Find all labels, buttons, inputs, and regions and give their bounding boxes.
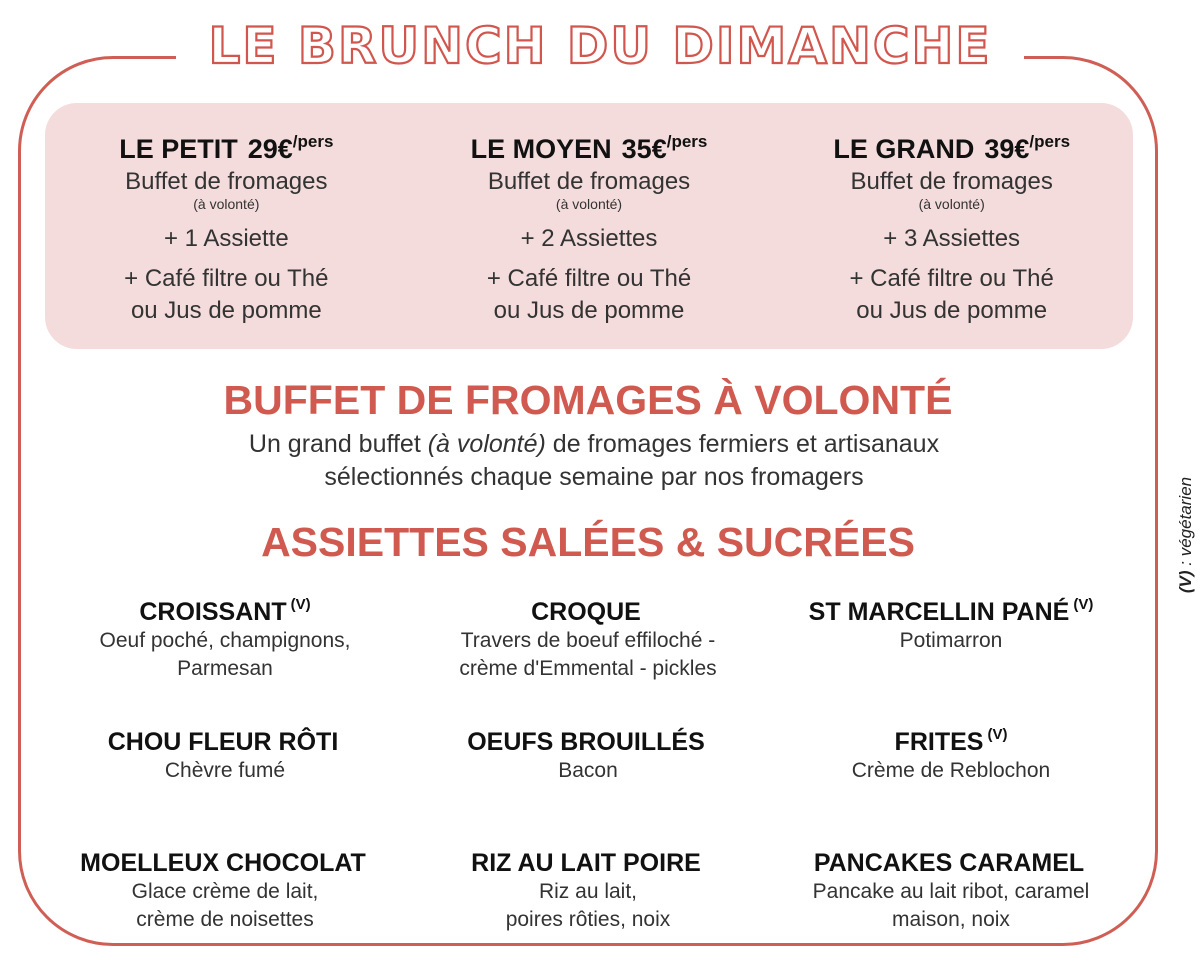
plate-desc-line1: Bacon	[558, 759, 618, 782]
plate-desc-line2: crème de noisettes	[136, 908, 314, 931]
formula-buffet-note: (à volonté)	[918, 196, 985, 212]
formula-drink-line1: + Café filtre ou Thé	[849, 265, 1054, 292]
formula-buffet: Buffet de fromages	[850, 168, 1053, 195]
vegetarian-legend-text	[1176, 477, 1196, 593]
buffet-desc-text: de fromages fermiers et artisanaux	[545, 430, 940, 458]
formula-heading	[45, 125, 408, 166]
plate-name-text: CHOU FLEUR RÔTI	[107, 728, 339, 756]
plate-name	[40, 841, 410, 878]
plate-desc-line2: crème d'Emmental - pickles	[459, 657, 717, 680]
formula-price: 39€	[984, 134, 1030, 164]
formula-heading	[408, 125, 771, 166]
formula-plates: + 3 Assiettes	[883, 225, 1021, 252]
plate-item	[40, 841, 410, 934]
plate-desc-line1: Pancake au lait ribot, caramel	[812, 880, 1090, 903]
plate-item	[766, 590, 1136, 655]
formula-buffet: Buffet de fromages	[125, 168, 328, 195]
menu-title: LE BRUNCH DU DIMANCHE	[176, 16, 1023, 76]
plate-item	[40, 720, 410, 785]
formula-buffet: Buffet de fromages	[487, 168, 691, 195]
plate-desc-line2: maison, noix	[892, 908, 1010, 931]
plate-name-text: CROISSANT	[139, 598, 287, 626]
plate-desc-line1: Glace crème de lait,	[131, 880, 319, 903]
plate-name	[40, 590, 410, 627]
plate-item	[766, 720, 1136, 785]
plate-desc-line1: Crème de Reblochon	[851, 759, 1051, 782]
plate-name-text: PANCAKES CARAMEL	[813, 849, 1085, 877]
buffet-description	[0, 428, 1188, 494]
formulas-panel	[45, 103, 1133, 349]
plate-name-text: FRITES	[894, 728, 984, 756]
formula-buffet-note: (à volonté)	[555, 196, 623, 212]
title-container	[0, 16, 1200, 76]
plate-name	[403, 841, 773, 878]
formula-unit: /pers	[292, 132, 334, 151]
formula-heading	[770, 125, 1133, 166]
plate-name-text: OEUFS BROUILLÉS	[467, 728, 705, 756]
formula-unit: /pers	[666, 132, 708, 151]
plate-name	[766, 841, 1136, 878]
formula-buffet-note: (à volonté)	[193, 196, 260, 212]
plate-desc-line1: Oeuf poché, champignons,	[99, 629, 351, 652]
plate-desc-line2: poires rôties, noix	[505, 908, 671, 931]
plate-name-text: CROQUE	[531, 598, 641, 626]
plate-name	[40, 720, 410, 757]
legend-label: : végétarien	[1176, 476, 1195, 571]
plate-desc-line1: Potimarron	[899, 629, 1003, 652]
formula-plates: + 2 Assiettes	[520, 225, 658, 252]
plate-name-text: ST MARCELLIN PANÉ	[808, 598, 1070, 626]
plate-desc-line2: Parmesan	[177, 657, 273, 680]
plate-item	[766, 841, 1136, 934]
formula-moyen	[408, 103, 771, 349]
formula-price: 29€	[247, 134, 293, 164]
formula-drink-line2: ou Jus de pomme	[130, 297, 322, 324]
plate-name	[403, 590, 773, 627]
plate-name-text: RIZ AU LAIT POIRE	[471, 849, 701, 877]
legend-code: (V)	[1176, 570, 1195, 594]
formula-drink	[408, 263, 771, 327]
formula-grand	[770, 103, 1133, 349]
vegetarian-legend	[1171, 465, 1200, 605]
buffet-desc-text: Un grand buffet	[248, 430, 428, 458]
plate-name	[403, 720, 773, 757]
buffet-desc-line1	[0, 428, 1188, 461]
plate-name-text: MOELLEUX CHOCOLAT	[80, 849, 366, 877]
formula-drink-line1: + Café filtre ou Thé	[124, 265, 329, 292]
plate-item	[403, 841, 773, 934]
formula-name: LE PETIT	[119, 134, 238, 164]
formula-drink-line1: + Café filtre ou Thé	[486, 265, 692, 292]
formula-plates: + 1 Assiette	[163, 225, 289, 252]
buffet-title: BUFFET DE FROMAGES À VOLONTÉ	[223, 377, 953, 423]
buffet-desc-line2: sélectionnés chaque semaine par nos fromagers	[324, 463, 864, 491]
assiettes-title: ASSIETTES SALÉES & SUCRÉES	[261, 519, 915, 565]
formula-unit: /pers	[1029, 132, 1071, 151]
plate-item	[40, 590, 410, 683]
plate-desc-line1: Chèvre fumé	[164, 759, 286, 782]
plate-desc-line1: Riz au lait,	[538, 880, 638, 903]
formula-name: LE MOYEN	[470, 134, 612, 164]
formula-name: LE GRAND	[833, 134, 975, 164]
formula-drink-line2: ou Jus de pomme	[493, 297, 685, 324]
formula-drink	[45, 263, 408, 327]
plate-item	[403, 720, 773, 785]
plate-name	[766, 720, 1136, 757]
formula-drink-line2: ou Jus de pomme	[856, 297, 1048, 324]
plate-item	[403, 590, 773, 683]
formula-drink	[770, 263, 1133, 327]
vegetarian-mark: (V)	[1073, 596, 1094, 613]
plate-name	[766, 590, 1136, 627]
vegetarian-mark: (V)	[987, 726, 1008, 743]
formula-petit	[45, 103, 408, 349]
vegetarian-mark: (V)	[290, 596, 311, 613]
formula-price: 35€	[621, 134, 667, 164]
plate-desc-line1: Travers de boeuf effiloché -	[460, 629, 716, 652]
buffet-desc-emphasis: (à volonté)	[427, 430, 546, 458]
